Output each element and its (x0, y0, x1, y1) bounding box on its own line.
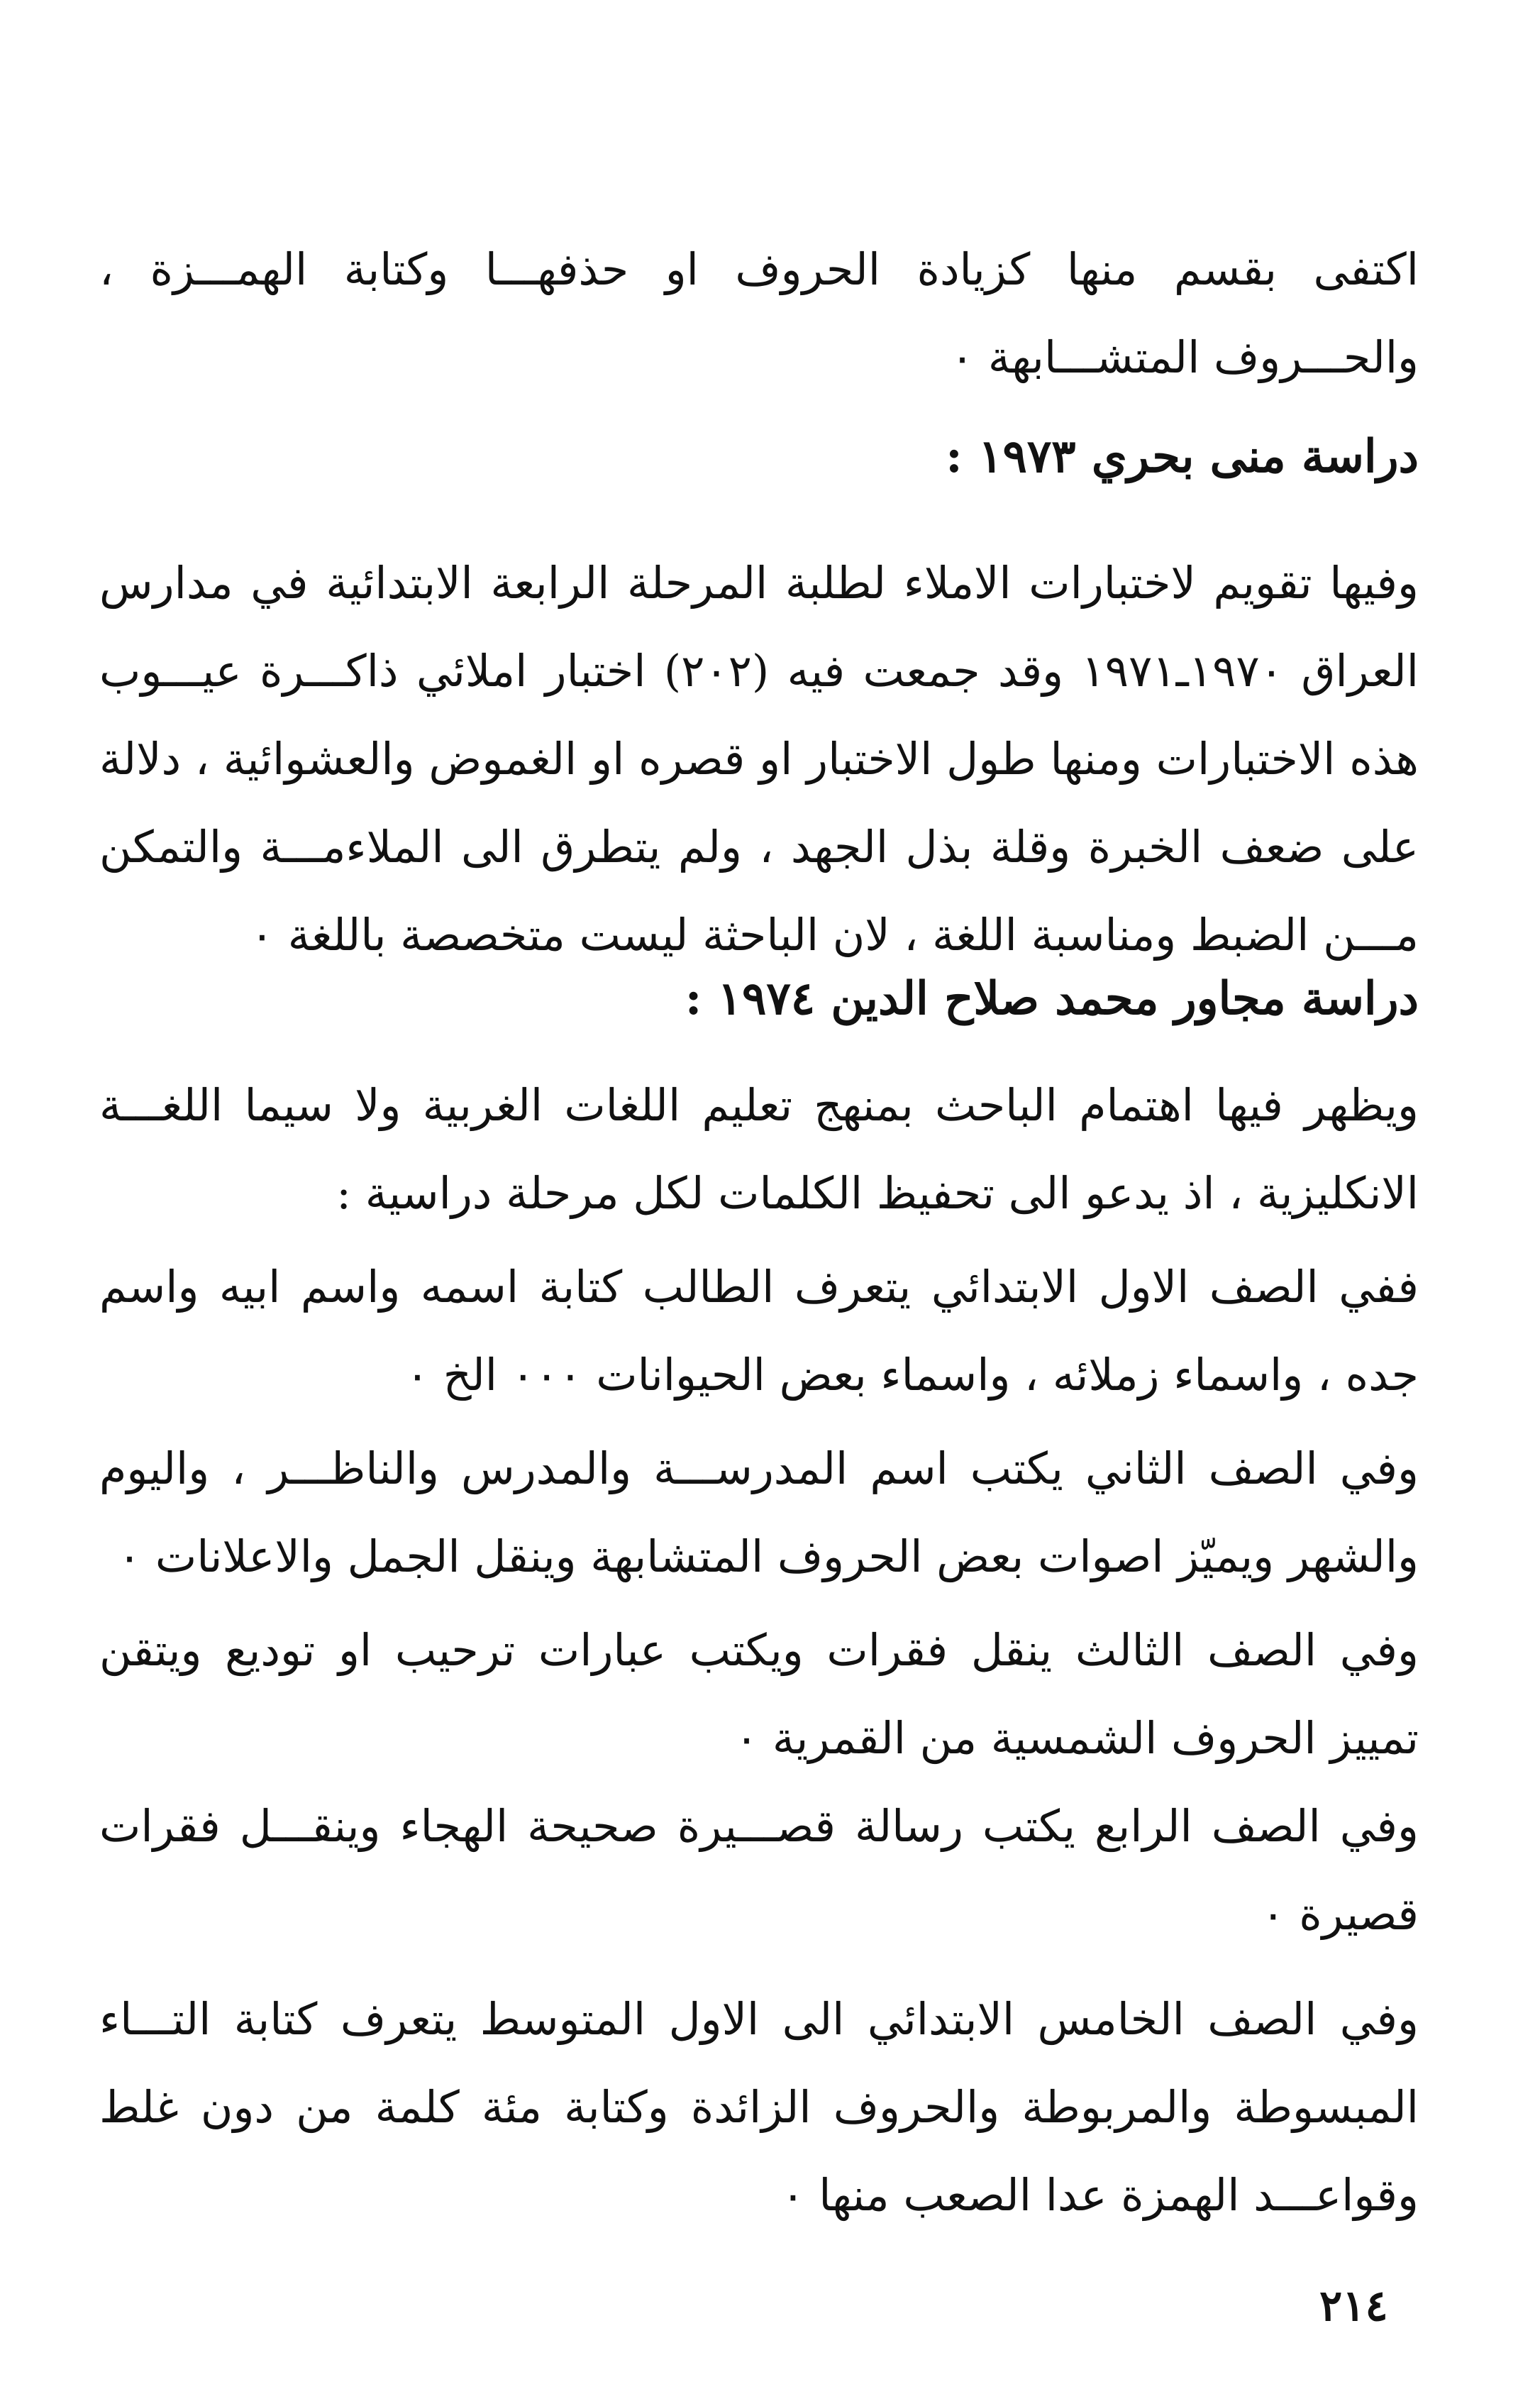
heading-study-mujawir-salah-eldin: دراسة مجاور محمد صلاح الدين ١٩٧٤ : (685, 972, 1419, 1025)
paragraph-spelling-errors: اكتفى بقسم منها كزيادة الحروف او حذفهـــا وكتابة الهمـــزة ، والحـــروف المتشـــابهة ٠ (99, 243, 1419, 383)
paragraph-third-grade: وفي الصف الثالث ينقل فقرات ويكتب عبارات ترحيب او توديع ويتقن تمييز الحروف الشمسية من القمرية ٠ (99, 1624, 1419, 1764)
paragraph-second-grade: وفي الصف الثاني يكتب اسم المدرســـة والمدرس والناظـــر ، واليوم والشهر ويميّز اصوات بعض الحروف المتشابهة وينقل الجمل والاعلانات ٠ (99, 1443, 1419, 1582)
paragraph-mona-bahri-study: وفيها تقويم لاختبارات الاملاء لطلبة المرحلة الرابعة الابتدائية في مدارس العراق ١٩٧٠ـ١٩٧١ وقد جمعت فيه (٢٠٢) اختبار املائي ذاكـــرة عيـــوب هذه الاختبارات ومنها طول الاختبار او قصره او الغموض والعشوائية ، دلالة على ضعف الخبرة وقلة بذل الجهد ، ولم يتطرق الى الملاءمـــة والتمكن مـــن الضبط ومناسبة اللغة ، لان الباحثة ليست متخصصة باللغة ٠ (99, 557, 1419, 961)
heading-study-mona-bahri: دراسة منى بحري ١٩٧٣ : (946, 430, 1419, 483)
paragraph-fifth-grade-to-intermediate: وفي الصف الخامس الابتدائي الى الاول المتوسط يتعرف كتابة التـــاء المبسوطة والمربوطة والحروف الزائدة وكتابة مئة كلمة من دون غلط وقواعـــد الهمزة عدا الصعب منها ٠ (99, 1993, 1419, 2221)
paragraph-first-grade: ففي الصف الاول الابتدائي يتعرف الطالب كتابة اسمه واسم ابيه واسم جده ، واسماء زملائه ، واسماء بعض الحيوانات ٠٠٠ الخ ٠ (99, 1261, 1419, 1401)
page-number: ٢١٤ (1319, 2281, 1388, 2331)
paragraph-fourth-grade: وفي الصف الرابع يكتب رسالة قصـــيرة صحيحة الهجاء وينقـــل فقرات قصيرة ٠ (99, 1800, 1419, 1940)
paragraph-mujawir-study-intro: ويظهر فيها اهتمام الباحث بمنهج تعليم اللغات الغربية ولا سيما اللغـــة الانكليزية ، اذ يدعو الى تحفيظ الكلمات لكل مرحلة دراسية : (99, 1079, 1419, 1219)
